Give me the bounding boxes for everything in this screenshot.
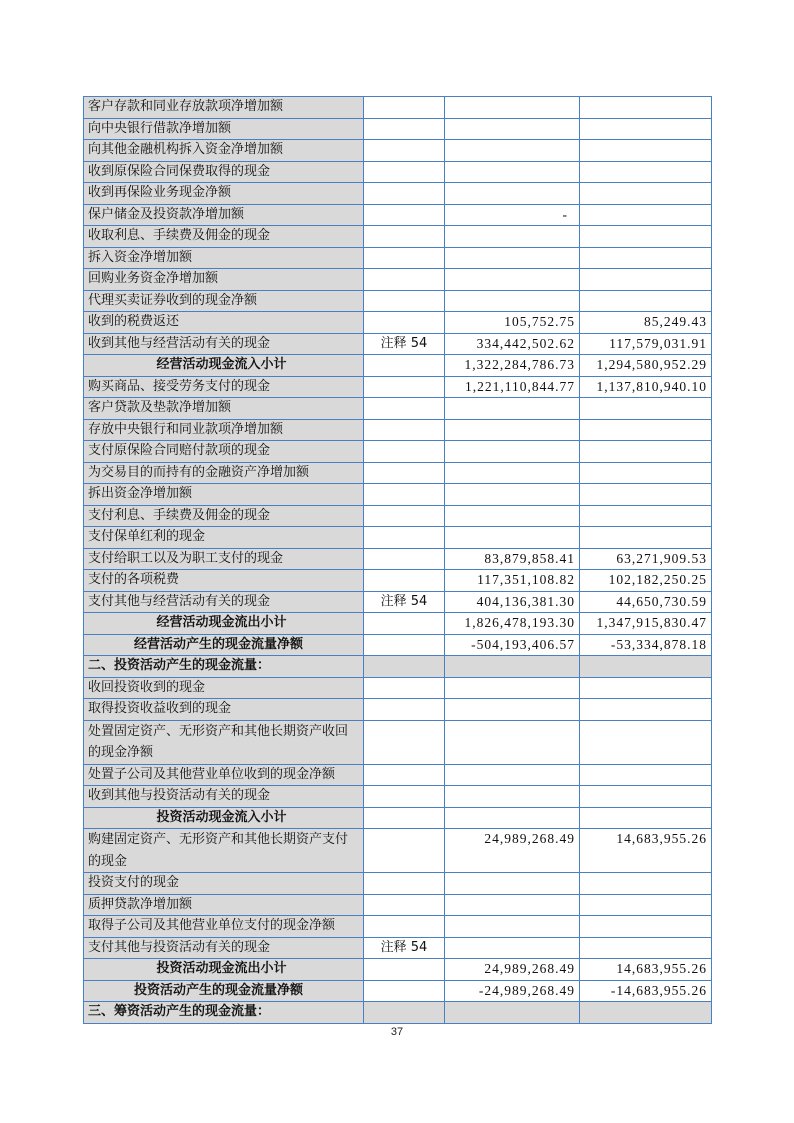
prior-period-amount: 14,683,955.26 <box>580 829 712 873</box>
table-row <box>84 398 712 420</box>
row-label: 取得子公司及其他营业单位支付的现金净额 <box>84 916 364 938</box>
prior-period-amount <box>580 161 712 183</box>
current-period-amount: - <box>445 204 580 226</box>
note-cell <box>364 873 445 895</box>
prior-period-amount: 85,249.43 <box>580 312 712 334</box>
row-label: 代理买卖证券收到的现金净额 <box>84 290 364 312</box>
table-row <box>84 699 712 721</box>
row-label: 处置固定资产、无形资产和其他长期资产收回的现金净额 <box>84 720 364 764</box>
row-label: 支付给职工以及为职工支付的现金 <box>84 548 364 570</box>
row-label: 拆入资金净增加额 <box>84 247 364 269</box>
prior-period-amount: 1,347,915,830.47 <box>580 613 712 635</box>
table-row <box>84 462 712 484</box>
current-period-amount <box>445 505 580 527</box>
current-period-amount <box>445 720 580 764</box>
prior-period-amount <box>580 247 712 269</box>
table-row <box>84 677 712 699</box>
section-header-row <box>84 1002 712 1024</box>
current-period-amount <box>445 183 580 205</box>
row-label: 存放中央银行和同业款项净增加额 <box>84 419 364 441</box>
prior-period-amount <box>580 462 712 484</box>
prior-period-amount <box>580 764 712 786</box>
section-title: 三、筹资活动产生的现金流量： <box>84 1002 364 1024</box>
subtotal-label: 投资活动现金流入小计 <box>84 807 364 829</box>
table-row <box>84 720 712 764</box>
row-label: 收到其他与经营活动有关的现金 <box>84 333 364 355</box>
row-label: 拆出资金净增加额 <box>84 484 364 506</box>
current-period-amount <box>445 677 580 699</box>
note-cell <box>364 548 445 570</box>
row-label: 向中央银行借款净增加额 <box>84 118 364 140</box>
table-row <box>84 527 712 549</box>
current-period-amount: 117,351,108.82 <box>445 570 580 592</box>
prior-period-amount <box>580 656 712 678</box>
current-period-amount <box>445 1002 580 1024</box>
current-period-amount <box>445 419 580 441</box>
prior-period-amount <box>580 419 712 441</box>
note-cell <box>364 720 445 764</box>
note-cell <box>364 161 445 183</box>
note-cell <box>364 441 445 463</box>
note-cell <box>364 398 445 420</box>
row-label: 投资支付的现金 <box>84 873 364 895</box>
table-row <box>84 333 712 355</box>
note-cell <box>364 118 445 140</box>
current-period-amount <box>445 441 580 463</box>
table-row <box>84 376 712 398</box>
prior-period-amount <box>580 807 712 829</box>
row-label: 支付的各项税费 <box>84 570 364 592</box>
note-cell: 注释 54 <box>364 591 445 613</box>
current-period-amount <box>445 290 580 312</box>
prior-period-amount <box>580 398 712 420</box>
note-cell <box>364 786 445 808</box>
prior-period-amount <box>580 894 712 916</box>
note-cell <box>364 894 445 916</box>
prior-period-amount <box>580 97 712 119</box>
prior-period-amount <box>580 118 712 140</box>
note-cell: 注释 54 <box>364 937 445 959</box>
table-row <box>84 916 712 938</box>
row-label: 保户储金及投资款净增加额 <box>84 204 364 226</box>
table-row <box>84 548 712 570</box>
page-number: 37 <box>390 1026 404 1038</box>
note-cell <box>364 376 445 398</box>
subtotal-row <box>84 355 712 377</box>
table-row <box>84 97 712 119</box>
prior-period-amount <box>580 140 712 162</box>
table-row <box>84 290 712 312</box>
prior-period-amount <box>580 183 712 205</box>
prior-period-amount <box>580 505 712 527</box>
subtotal-row <box>84 807 712 829</box>
table-row <box>84 419 712 441</box>
note-cell <box>364 613 445 635</box>
prior-period-amount: 1,137,810,940.10 <box>580 376 712 398</box>
cash-flow-statement <box>83 96 711 1024</box>
note-cell <box>364 269 445 291</box>
table-row <box>84 118 712 140</box>
row-label: 为交易目的而持有的金融资产净增加额 <box>84 462 364 484</box>
current-period-amount <box>445 894 580 916</box>
current-period-amount <box>445 873 580 895</box>
table-row <box>84 269 712 291</box>
note-cell <box>364 916 445 938</box>
note-cell <box>364 570 445 592</box>
note-cell <box>364 204 445 226</box>
note-cell <box>364 656 445 678</box>
note-cell: 注释 54 <box>364 333 445 355</box>
table-row <box>84 226 712 248</box>
prior-period-amount <box>580 937 712 959</box>
current-period-amount <box>445 97 580 119</box>
prior-period-amount <box>580 226 712 248</box>
current-period-amount: 24,989,268.49 <box>445 829 580 873</box>
note-cell <box>364 699 445 721</box>
row-label: 购建固定资产、无形资产和其他长期资产支付的现金 <box>84 829 364 873</box>
current-period-amount <box>445 807 580 829</box>
note-cell <box>364 829 445 873</box>
table-row <box>84 161 712 183</box>
prior-period-amount: 14,683,955.26 <box>580 959 712 981</box>
net-total-label: 经营活动产生的现金流量净额 <box>84 634 364 656</box>
table-row <box>84 570 712 592</box>
current-period-amount: 404,136,381.30 <box>445 591 580 613</box>
note-cell <box>364 140 445 162</box>
current-period-amount <box>445 656 580 678</box>
current-period-amount: 1,221,110,844.77 <box>445 376 580 398</box>
current-period-amount <box>445 161 580 183</box>
prior-period-amount: 102,182,250.25 <box>580 570 712 592</box>
prior-period-amount <box>580 527 712 549</box>
section-header-row <box>84 656 712 678</box>
note-cell <box>364 484 445 506</box>
row-label: 收到的税费返还 <box>84 312 364 334</box>
table-row <box>84 204 712 226</box>
note-cell <box>364 505 445 527</box>
prior-period-amount <box>580 786 712 808</box>
note-cell <box>364 462 445 484</box>
current-period-amount <box>445 484 580 506</box>
note-cell <box>364 226 445 248</box>
table-row <box>84 312 712 334</box>
prior-period-amount: 117,579,031.91 <box>580 333 712 355</box>
current-period-amount <box>445 247 580 269</box>
subtotal-row <box>84 959 712 981</box>
row-label: 向其他金融机构拆入资金净增加额 <box>84 140 364 162</box>
note-cell <box>364 959 445 981</box>
net-total-label: 投资活动产生的现金流量净额 <box>84 980 364 1002</box>
current-period-amount <box>445 916 580 938</box>
row-label: 支付保单红利的现金 <box>84 527 364 549</box>
prior-period-amount: 63,271,909.53 <box>580 548 712 570</box>
row-label: 客户存款和同业存放款项净增加额 <box>84 97 364 119</box>
table-row <box>84 764 712 786</box>
current-period-amount <box>445 699 580 721</box>
row-label: 收到其他与投资活动有关的现金 <box>84 786 364 808</box>
row-label: 收到原保险合同保费取得的现金 <box>84 161 364 183</box>
row-label: 支付利息、手续费及佣金的现金 <box>84 505 364 527</box>
subtotal-label: 经营活动现金流入小计 <box>84 355 364 377</box>
prior-period-amount <box>580 873 712 895</box>
row-label: 支付其他与经营活动有关的现金 <box>84 591 364 613</box>
current-period-amount: 105,752.75 <box>445 312 580 334</box>
subtotal-row <box>84 613 712 635</box>
net-total-row <box>84 634 712 656</box>
note-cell <box>364 634 445 656</box>
current-period-amount <box>445 527 580 549</box>
note-cell <box>364 419 445 441</box>
current-period-amount: -504,193,406.57 <box>445 634 580 656</box>
prior-period-amount <box>580 1002 712 1024</box>
current-period-amount <box>445 462 580 484</box>
note-cell <box>364 764 445 786</box>
prior-period-amount: 1,294,580,952.29 <box>580 355 712 377</box>
current-period-amount: 1,826,478,193.30 <box>445 613 580 635</box>
row-label: 收取利息、手续费及佣金的现金 <box>84 226 364 248</box>
row-label: 质押贷款净增加额 <box>84 894 364 916</box>
table-row <box>84 505 712 527</box>
row-label: 购买商品、接受劳务支付的现金 <box>84 376 364 398</box>
table-row <box>84 183 712 205</box>
row-label: 处置子公司及其他营业单位收到的现金净额 <box>84 764 364 786</box>
current-period-amount <box>445 937 580 959</box>
note-cell <box>364 677 445 699</box>
row-label: 回购业务资金净增加额 <box>84 269 364 291</box>
prior-period-amount <box>580 204 712 226</box>
prior-period-amount <box>580 441 712 463</box>
current-period-amount <box>445 398 580 420</box>
row-label: 收回投资收到的现金 <box>84 677 364 699</box>
current-period-amount: 334,442,502.62 <box>445 333 580 355</box>
table-row <box>84 140 712 162</box>
note-cell <box>364 527 445 549</box>
section-title: 二、投资活动产生的现金流量： <box>84 656 364 678</box>
table-row <box>84 591 712 613</box>
note-cell <box>364 980 445 1002</box>
note-cell <box>364 290 445 312</box>
current-period-amount <box>445 764 580 786</box>
current-period-amount: -24,989,268.49 <box>445 980 580 1002</box>
current-period-amount: 83,879,858.41 <box>445 548 580 570</box>
table-row <box>84 873 712 895</box>
row-label: 取得投资收益收到的现金 <box>84 699 364 721</box>
table-row <box>84 829 712 873</box>
row-label: 客户贷款及垫款净增加额 <box>84 398 364 420</box>
table-row <box>84 247 712 269</box>
row-label: 支付原保险合同赔付款项的现金 <box>84 441 364 463</box>
note-cell <box>364 183 445 205</box>
note-cell <box>364 312 445 334</box>
current-period-amount <box>445 140 580 162</box>
cash-flow-table <box>83 96 712 1024</box>
prior-period-amount <box>580 916 712 938</box>
table-row <box>84 937 712 959</box>
note-cell <box>364 1002 445 1024</box>
subtotal-label: 经营活动现金流出小计 <box>84 613 364 635</box>
row-label: 支付其他与投资活动有关的现金 <box>84 937 364 959</box>
current-period-amount <box>445 118 580 140</box>
table-row <box>84 894 712 916</box>
current-period-amount: 1,322,284,786.73 <box>445 355 580 377</box>
prior-period-amount: 44,650,730.59 <box>580 591 712 613</box>
note-cell <box>364 807 445 829</box>
current-period-amount <box>445 786 580 808</box>
table-row <box>84 441 712 463</box>
prior-period-amount <box>580 720 712 764</box>
note-cell <box>364 355 445 377</box>
subtotal-label: 投资活动现金流出小计 <box>84 959 364 981</box>
note-cell <box>364 97 445 119</box>
row-label: 收到再保险业务现金净额 <box>84 183 364 205</box>
current-period-amount <box>445 269 580 291</box>
note-cell <box>364 247 445 269</box>
prior-period-amount <box>580 484 712 506</box>
prior-period-amount: -14,683,955.26 <box>580 980 712 1002</box>
table-row <box>84 786 712 808</box>
prior-period-amount: -53,334,878.18 <box>580 634 712 656</box>
prior-period-amount <box>580 699 712 721</box>
current-period-amount <box>445 226 580 248</box>
prior-period-amount <box>580 269 712 291</box>
table-row <box>84 484 712 506</box>
prior-period-amount <box>580 290 712 312</box>
current-period-amount: 24,989,268.49 <box>445 959 580 981</box>
net-total-row <box>84 980 712 1002</box>
prior-period-amount <box>580 677 712 699</box>
